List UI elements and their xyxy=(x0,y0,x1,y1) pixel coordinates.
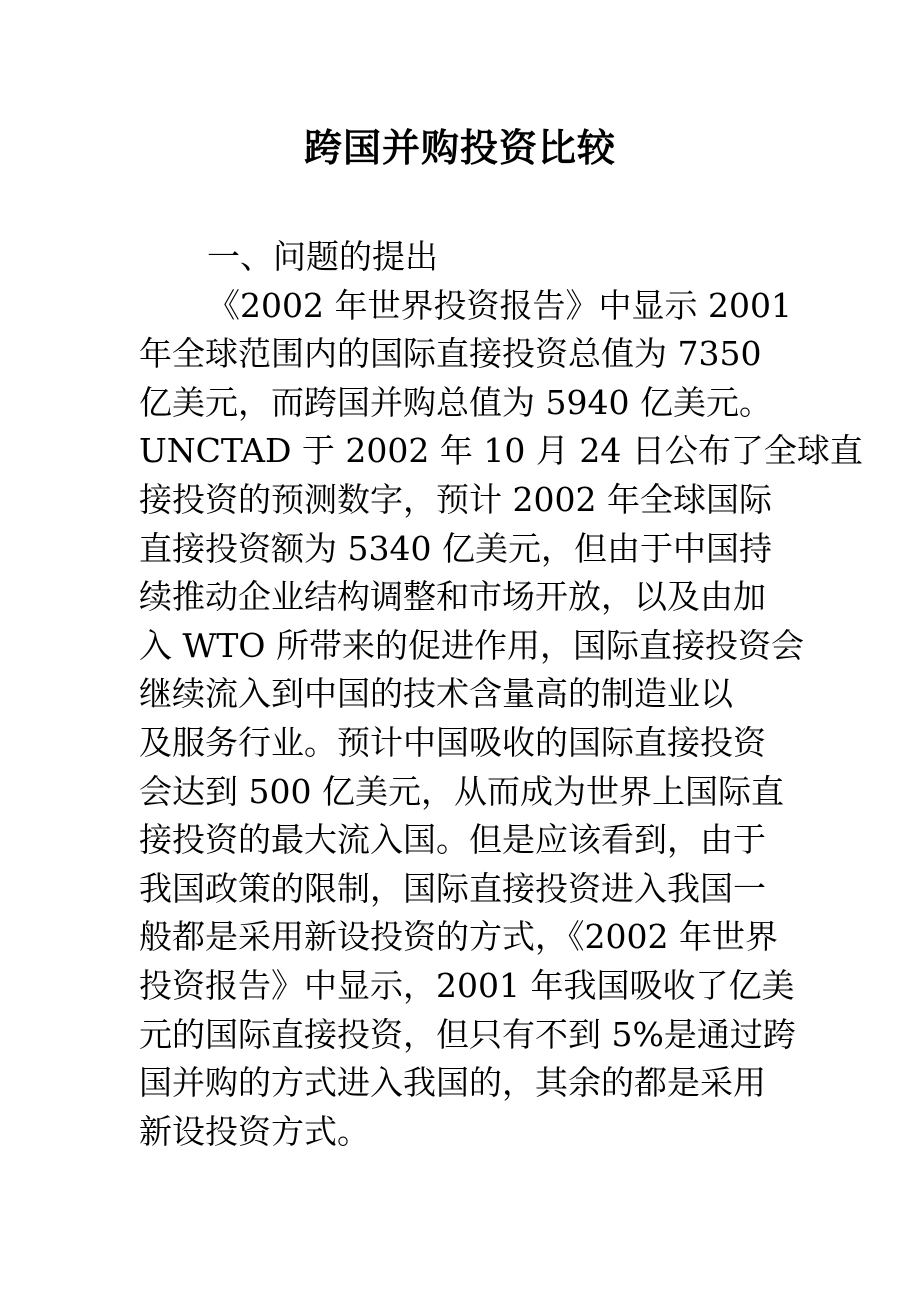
paragraph-line: 元的国际直接投资，但只有不到 5%是通过跨 xyxy=(139,1014,796,1054)
paragraph-line: 国并购的方式进入我国的，其余的都是采用 xyxy=(139,1063,766,1103)
document-body xyxy=(139,233,863,1156)
paragraph-line: 直接投资额为 5340 亿美元，但由于中国持 xyxy=(139,528,772,568)
paragraph-line: 般都是采用新设投资的方式，《2002 年世界 xyxy=(139,917,778,957)
paragraph-line: UNCTAD 于 2002 年 10 月 24 日公布了全球直 xyxy=(139,431,863,471)
paragraph-line: 亿美元，而跨国并购总值为 5940 亿美元。 xyxy=(139,382,772,422)
paragraph-line: 年全球范围内的国际直接投资总值为 7350 xyxy=(139,334,762,374)
paragraph-line: 我国政策的限制，国际直接投资进入我国一 xyxy=(139,868,766,908)
paragraph-line: 及服务行业。预计中国吸收的国际直接投资 xyxy=(139,722,766,762)
paragraph-line: 《2002 年世界投资报告》中显示 2001 xyxy=(207,285,792,325)
section-heading: 一、问题的提出 xyxy=(207,237,438,276)
paragraph-line: 续推动企业结构调整和市场开放，以及由加 xyxy=(139,577,766,617)
paragraph-line: 接投资的最大流入国。但是应该看到，由于 xyxy=(139,820,766,860)
paragraph-line: 接投资的预测数字，预计 2002 年全球国际 xyxy=(139,479,772,519)
paragraph-line: 投资报告》中显示，2001 年我国吸收了亿美 xyxy=(139,965,795,1005)
paragraph-line: 会达到 500 亿美元，从而成为世界上国际直 xyxy=(139,771,784,811)
paragraph-line: 新设投资方式。 xyxy=(139,1111,370,1151)
paragraph-line: 入 WTO 所带来的促进作用，国际直接投资会 xyxy=(139,625,804,665)
paragraph-line: 继续流入到中国的技术含量高的制造业以 xyxy=(139,674,733,714)
document-title: 跨国并购投资比较 xyxy=(303,125,616,170)
